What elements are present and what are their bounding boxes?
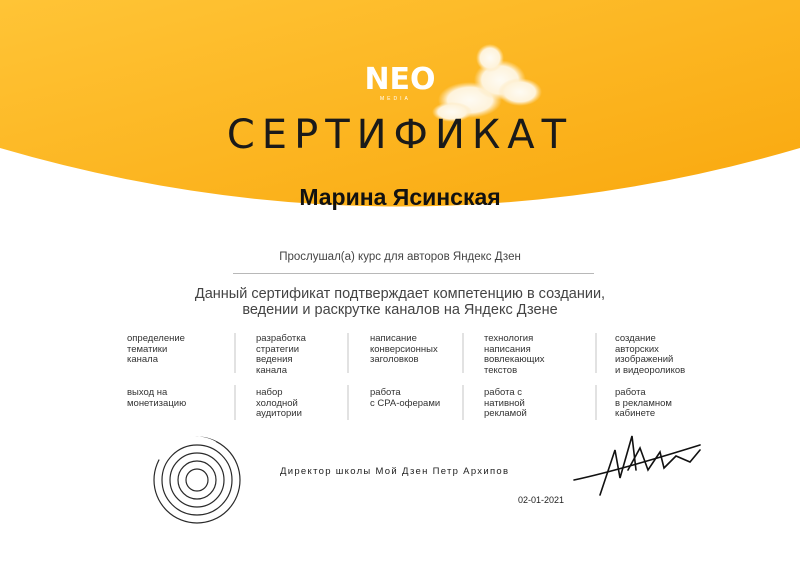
skill-line: кабинете bbox=[615, 408, 656, 419]
skill-line: стратегии bbox=[256, 343, 300, 355]
skill-item bbox=[256, 334, 306, 376]
skill-item bbox=[484, 388, 527, 420]
skill-line: нативной bbox=[484, 397, 525, 409]
skill-line: изображений bbox=[615, 354, 674, 365]
skill-line: канала bbox=[256, 364, 288, 376]
skill-line: тематики bbox=[127, 343, 168, 355]
director-line: Директор школы Мой Дзен Петр Архипов bbox=[280, 466, 510, 477]
course-line: Прослушал(а) курс для авторов Яндекс Дзен bbox=[279, 251, 521, 263]
confirmation-line: ведении и раскрутке каналов на Яндекс Дзене bbox=[242, 302, 558, 318]
skill-line: работа bbox=[370, 387, 401, 398]
skill-item bbox=[370, 334, 438, 366]
seal-logo bbox=[154, 437, 240, 523]
skill-item bbox=[256, 388, 302, 420]
recipient-name: Марина Ясинская bbox=[299, 184, 501, 210]
skill-item bbox=[615, 388, 672, 420]
skill-item bbox=[615, 334, 685, 376]
confirmation-line: Данный сертификат подтверждает компетенцию в создании, bbox=[194, 286, 606, 302]
logo-subtitle: MEDIA bbox=[380, 96, 411, 102]
skill-line: заголовков bbox=[370, 354, 419, 365]
skill-item bbox=[127, 388, 186, 409]
skill-line: написания bbox=[484, 343, 531, 355]
skill-line: и видеороликов bbox=[615, 364, 686, 376]
neo-logo: NEO bbox=[364, 62, 436, 97]
signature bbox=[574, 436, 700, 495]
skill-line: технология bbox=[484, 333, 534, 344]
yellow-arc-header bbox=[0, 0, 800, 207]
skill-line: холодной bbox=[256, 397, 298, 409]
skill-line: канала bbox=[127, 354, 159, 365]
skill-item bbox=[370, 388, 440, 409]
skill-line: монетизацию bbox=[127, 397, 187, 409]
skill-line: в рекламном bbox=[615, 397, 672, 409]
skill-line: конверсионных bbox=[370, 343, 438, 355]
skill-line: рекламой bbox=[484, 408, 527, 419]
skill-item bbox=[484, 334, 545, 376]
skill-item bbox=[127, 334, 185, 366]
issue-date: 02-01-2021 bbox=[518, 495, 565, 505]
skill-line: определение bbox=[127, 333, 185, 344]
skill-line: набор bbox=[256, 387, 283, 398]
skill-line: работа bbox=[615, 387, 646, 398]
certificate-title: СЕРТИФИКАТ bbox=[226, 112, 574, 158]
skill-line: разработка bbox=[256, 333, 306, 344]
confirmation-text bbox=[150, 286, 650, 318]
skill-line: ведения bbox=[256, 354, 293, 365]
skill-line: с CPA-оферами bbox=[370, 397, 441, 409]
skill-line: создание bbox=[615, 333, 656, 344]
skill-line: выход на bbox=[127, 387, 168, 398]
divider-line bbox=[233, 273, 594, 274]
skill-line: текстов bbox=[484, 364, 518, 376]
skill-line: вовлекающих bbox=[484, 354, 545, 365]
skill-line: работа с bbox=[484, 387, 522, 398]
skill-line: написание bbox=[370, 333, 417, 344]
skill-line: авторских bbox=[615, 343, 659, 355]
skill-line: аудитории bbox=[256, 408, 302, 419]
